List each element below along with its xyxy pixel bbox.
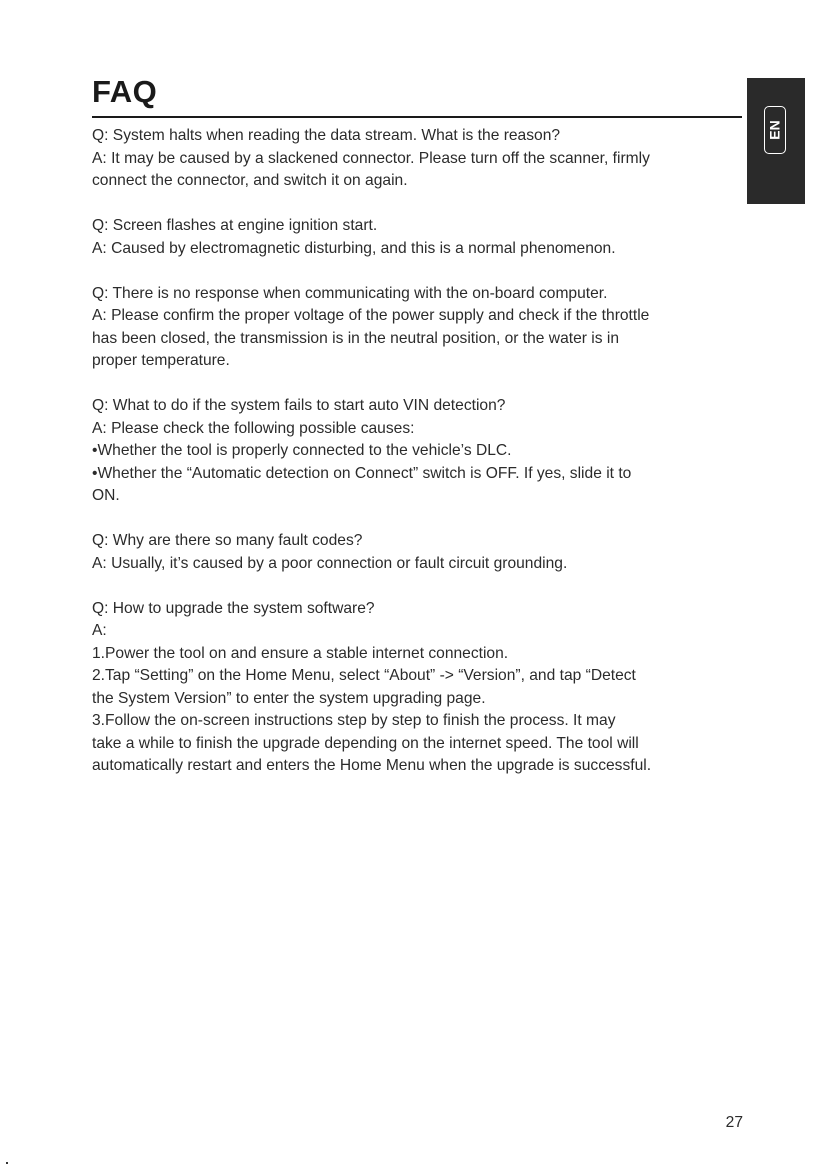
faq-question: Q: There is no response when communicating with the on-board computer. [92,284,608,302]
faq-question: Q: Screen flashes at engine ignition start. [92,217,378,234]
spacer [92,575,742,598]
faq-answer-line: A: It may be caused by a slackened connector. Please turn off the scanner, firmly [92,149,650,167]
faq-step: 2.Tap “Setting” on the Home Menu, select “About” -> “Version”, and tap “Detect [92,667,636,684]
faq-item [92,395,742,508]
faq-content [92,125,742,778]
faq-question: Q: How to upgrade the system software? [92,599,375,617]
language-badge [764,106,786,154]
page-title: FAQ [92,74,158,109]
faq-item [92,215,742,260]
spacer [92,260,742,283]
spacer [92,373,742,396]
faq-answer-line: A: Please check the following possible causes: [92,419,415,437]
faq-step: 1.Power the tool on and ensure a stable internet connection. [92,644,509,662]
faq-answer-line: A: Caused by electromagnetic disturbing, and this is a normal phenomenon. [92,239,616,257]
faq-step: automatically restart and enters the Home Menu when the upgrade is successful. [92,757,652,774]
faq-answer-line: A: Please confirm the proper voltage of the power supply and check if the throttle [92,307,650,324]
faq-step: the System Version” to enter the system upgrading page. [92,689,486,707]
faq-answer-line: A: [92,622,107,639]
faq-step: 3.Follow the on-screen instructions step by step to finish the process. It may [92,712,616,729]
faq-item [92,125,742,193]
faq-step: take a while to finish the upgrade depending on the internet speed. The tool will [92,734,639,752]
faq-question: Q: Why are there so many fault codes? [92,532,363,549]
faq-question: Q: What to do if the system fails to start auto VIN detection? [92,397,506,414]
faq-answer-line: proper temperature. [92,352,230,369]
faq-item [92,598,742,778]
spacer [92,193,742,216]
page-number: 27 [725,1114,743,1131]
faq-question: Q: System halts when reading the data stream. What is the reason? [92,127,561,144]
faq-answer-line: ON. [92,487,120,504]
title-divider [92,116,742,118]
language-label: EN [766,120,783,140]
scan-mark [6,1162,8,1164]
language-tab [747,78,805,204]
faq-answer-line: has been closed, the transmission is in the neutral position, or the water is in [92,329,620,347]
faq-item [92,530,742,575]
faq-answer-line: connect the connector, and switch it on again. [92,172,408,189]
faq-answer-line: A: Usually, it’s caused by a poor connection or fault circuit grounding. [92,554,568,572]
faq-item [92,283,742,373]
faq-bullet: •Whether the “Automatic detection on Connect” switch is OFF. If yes, slide it to [92,464,632,482]
faq-bullet: •Whether the tool is properly connected to the vehicle’s DLC. [92,442,512,459]
spacer [92,508,742,531]
